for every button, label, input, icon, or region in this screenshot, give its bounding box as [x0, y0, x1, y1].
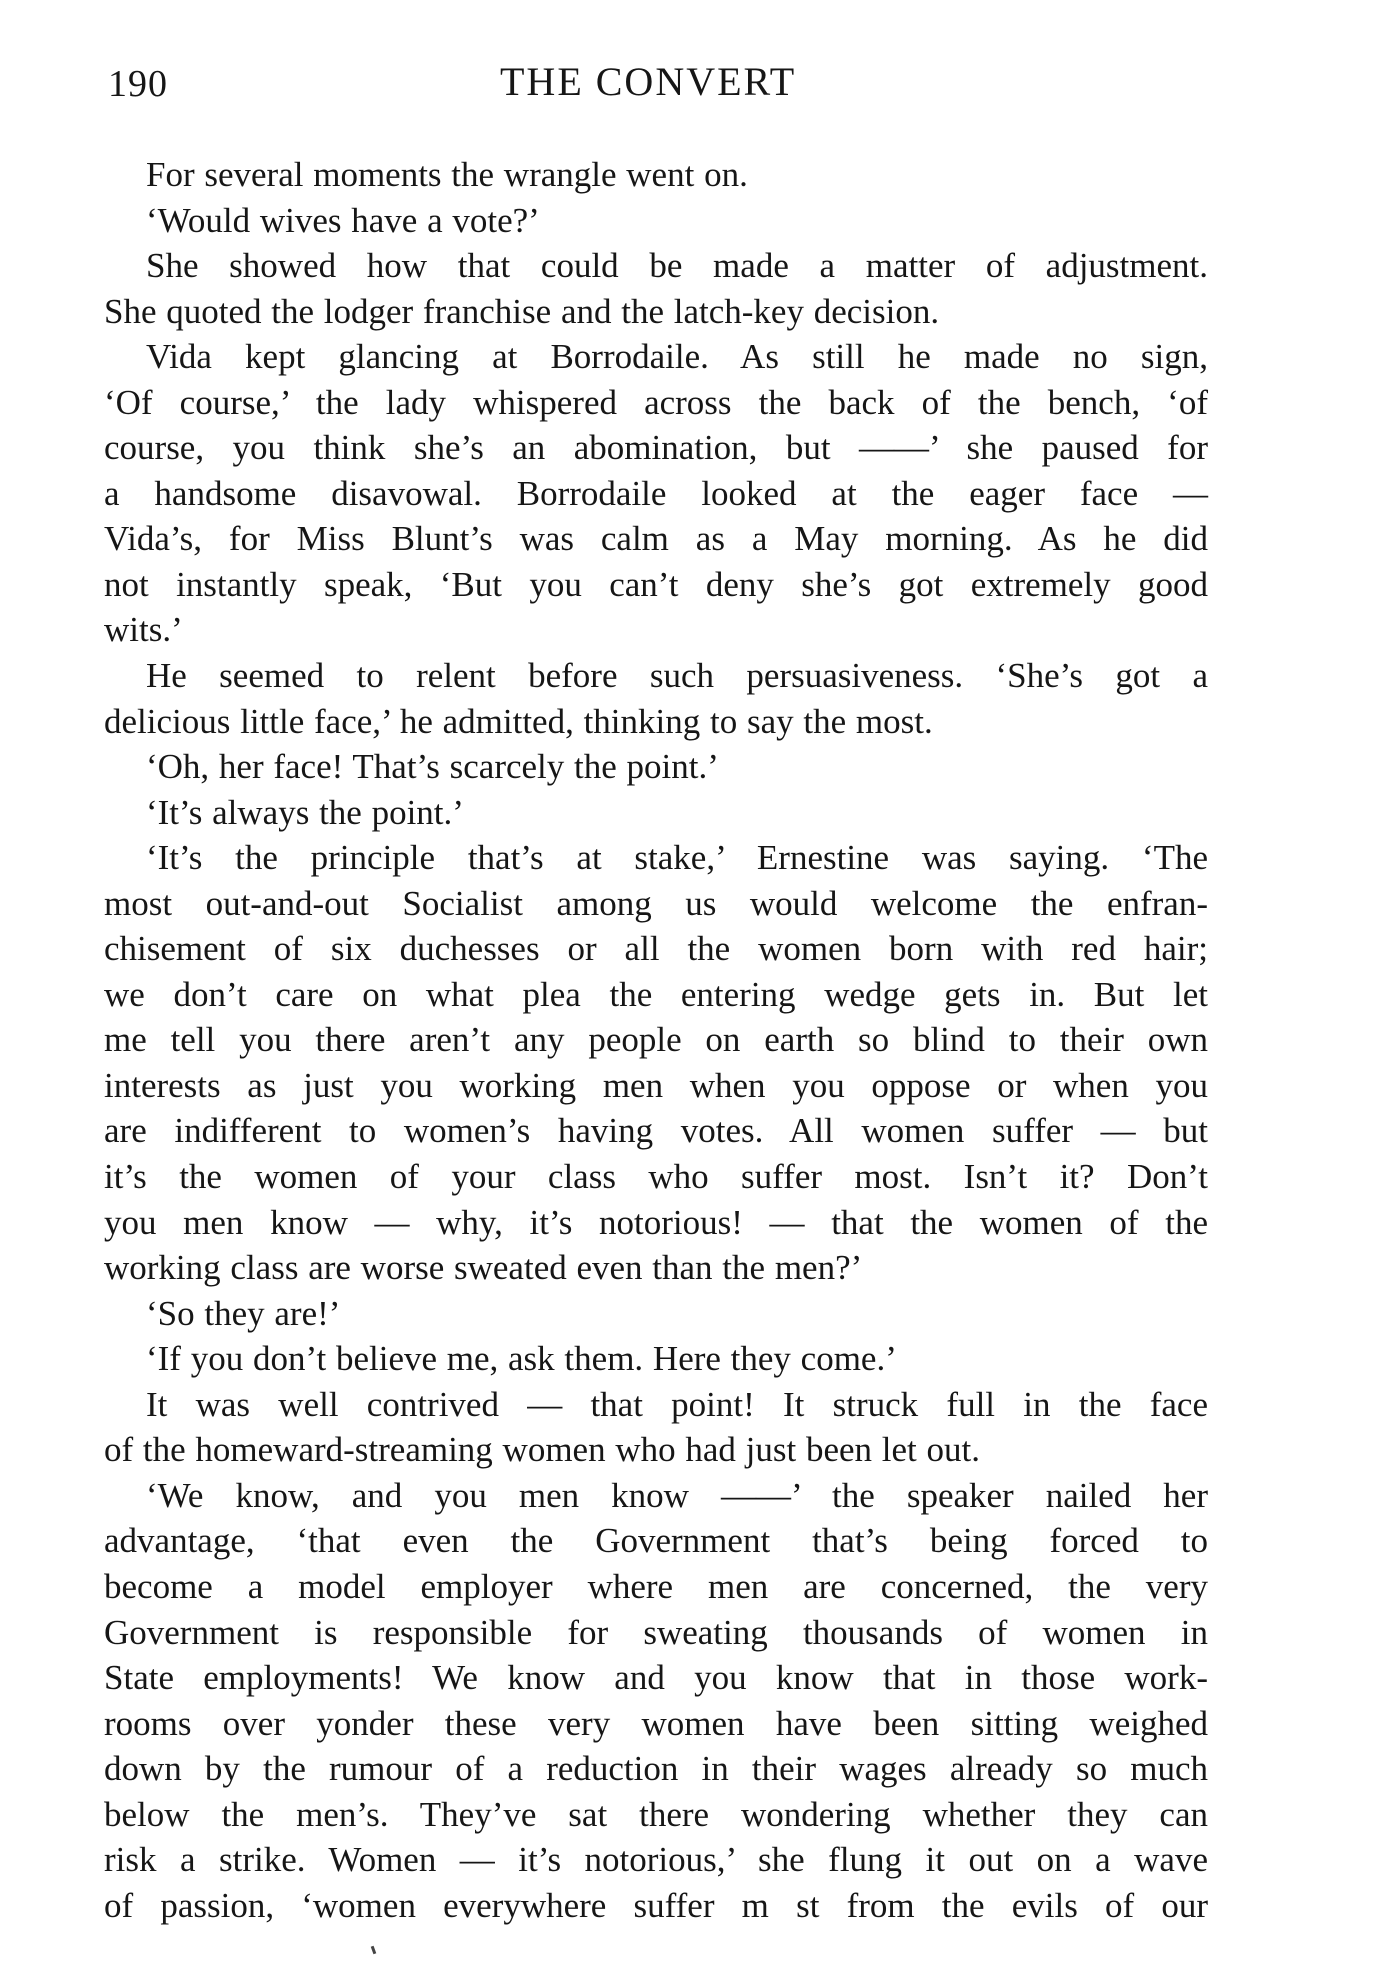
text-line: we don’t care on what plea the entering wedge gets in. But let	[104, 974, 1208, 1014]
text-line: it’s the women of your class who suffer most. Isn’t it? Don’t	[104, 1157, 1208, 1197]
text-line: She quoted the lodger franchise and the latch-key decision.	[104, 291, 940, 331]
text-line: you men know — why, it’s notorious! — that the women of the	[104, 1202, 1208, 1242]
text-line: a handsome disavowal. Borrodaile looked at the eager face —	[104, 473, 1208, 513]
text-line: below the men’s. They’ve sat there wondering whether they can	[104, 1794, 1208, 1834]
text-line: State employments! We know and you know that in those work-	[104, 1658, 1208, 1698]
text-line: Vida kept glancing at Borrodaile. As still he made no sign,	[146, 337, 1208, 377]
body-text	[104, 152, 1208, 1928]
text-line: ‘It’s always the point.’	[146, 792, 464, 832]
text-line: ‘Oh, her face! That’s scarcely the point.’	[146, 747, 719, 787]
text-line: interests as just you working men when you oppose or when you	[104, 1065, 1208, 1105]
text-line: working class are worse sweated even than the men?’	[104, 1248, 863, 1288]
text-line: ‘So they are!’	[146, 1293, 341, 1333]
print-mark	[371, 1946, 377, 1955]
text-line: me tell you there aren’t any people on earth so blind to their own	[104, 1020, 1208, 1060]
text-line: down by the rumour of a reduction in their wages already so much	[104, 1749, 1208, 1789]
text-line: are indifferent to women’s having votes. All women suffer — but	[104, 1111, 1208, 1151]
text-line: ‘If you don’t believe me, ask them. Here they come.’	[146, 1339, 897, 1379]
page-number: 190	[108, 63, 168, 105]
text-line: She showed how that could be made a matter of adjustment.	[146, 246, 1208, 286]
text-line: risk a strike. Women — it’s notorious,’ she flung it out on a wave	[104, 1840, 1208, 1880]
text-line: For several moments the wrangle went on.	[146, 155, 748, 194]
text-line: Vida’s, for Miss Blunt’s was calm as a May morning. As he did	[104, 519, 1208, 559]
text-line: ‘Would wives have a vote?’	[146, 200, 540, 240]
text-line: rooms over yonder these very women have been sitting weighed	[104, 1703, 1208, 1743]
text-line: most out-and-out Socialist among us would welcome the enfran-	[104, 883, 1208, 923]
text-line: delicious little face,’ he admitted, thinking to say the most.	[104, 701, 933, 741]
text-line: of passion, ‘women everywhere suffer m st from the evils of our	[104, 1885, 1208, 1925]
text-line: ‘Of course,’ the lady whispered across the back of the bench, ‘of	[104, 382, 1208, 422]
text-line: course, you think she’s an abomination, but ——’ she paused for	[104, 428, 1208, 468]
text-line: Government is responsible for sweating thousands of women in	[104, 1612, 1208, 1652]
text-line: wits.’	[104, 610, 183, 650]
text-line: become a model employer where men are concerned, the very	[104, 1566, 1208, 1606]
text-line: It was well contrived — that point! It struck full in the face	[146, 1384, 1208, 1424]
text-line: of the homeward-streaming women who had just been let out.	[104, 1430, 981, 1470]
text-line: ‘It’s the principle that’s at stake,’ Ernestine was saying. ‘The	[146, 838, 1208, 878]
running-title: THE CONVERT	[500, 59, 797, 104]
text-line: chisement of six duchesses or all the women born with red hair;	[104, 929, 1208, 969]
text-line: not instantly speak, ‘But you can’t deny she’s got extremely good	[104, 564, 1208, 604]
text-line: ‘We know, and you men know ——’ the speaker nailed her	[146, 1475, 1208, 1515]
text-line: advantage, ‘that even the Government that’s being forced to	[104, 1521, 1208, 1561]
text-line: He seemed to relent before such persuasiveness. ‘She’s got a	[146, 656, 1208, 696]
